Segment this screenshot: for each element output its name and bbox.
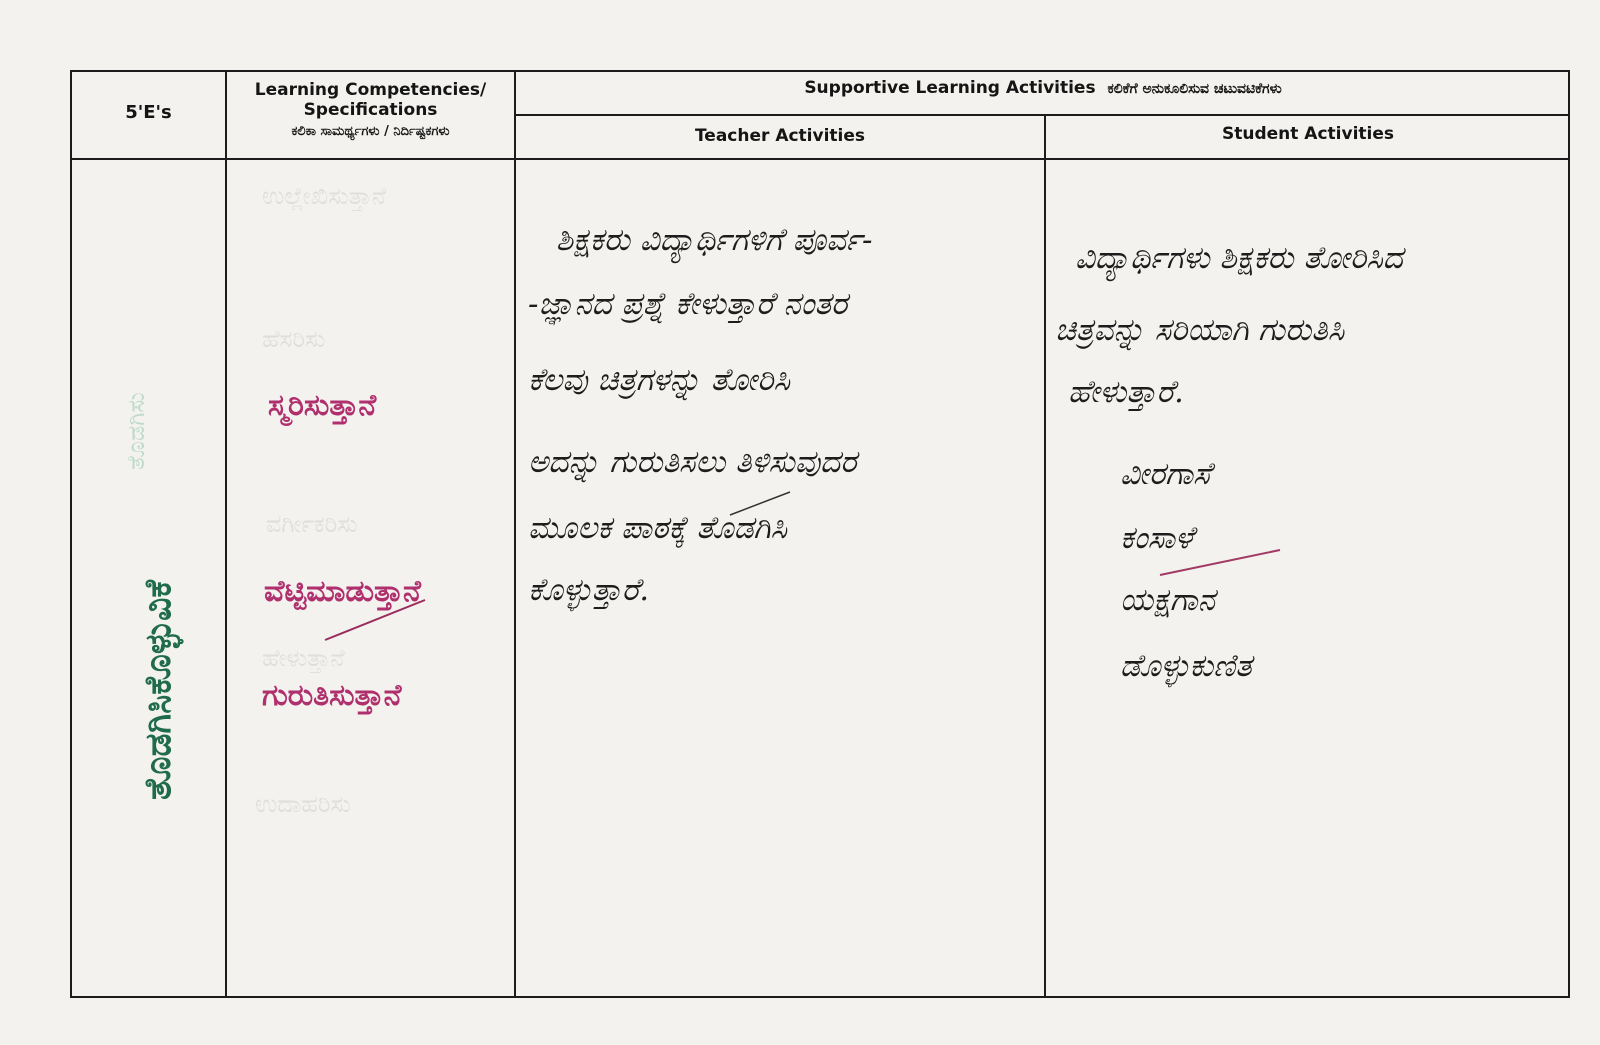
teacher-activity-line-5: ಮೂಲಕ ಪಾಠಕ್ಕೆ ತೊಡಗಿಸಿ	[528, 510, 787, 546]
competency-recalls: ಸ್ಮರಿಸುತ್ತಾನೆ	[268, 388, 377, 423]
teacher-activity-line-2: -ಜ್ಞಾನದ ಪ್ರಶ್ನೆ ಕೇಳುತ್ತಾರೆ ನಂತರ	[528, 286, 848, 322]
art-form-item-3: ಯಕ್ಷಗಾನ	[1120, 582, 1215, 618]
student-activity-line-1: ವಿದ್ಯಾರ್ಥಿಗಳು ಶಿಕ್ಷಕರು ತೋರಿಸಿದ	[1075, 240, 1403, 276]
competency-differentiates: ವೆಟ್ಟಿಮಾಡುತ್ತಾನೆ	[264, 574, 421, 609]
header-teacher-activities: Teacher Activities	[694, 126, 866, 146]
header-supportive-activities: Supportive Learning Activities ಕಲಿಕೆಗೆ ಅನುಕೂಲಿಸುವ ಚಟುವಟಿಕೆಗಳು	[804, 78, 1282, 98]
faded-competency-2: ಹೆಸರಿಸು	[262, 325, 326, 353]
teacher-activity-line-1: ಶಿಕ್ಷಕರು ವಿದ್ಯಾರ್ಥಿಗಳಿಗೆ ಪೂರ್ವ-	[556, 222, 873, 258]
header-learning-competencies: Learning Competencies/ Specifications ಕಲಿಕಾ ಸಾಮರ್ಥ್ಯಗಳು / ನಿರ್ದಿಷ್ಟಕಗಳು	[254, 80, 487, 139]
teacher-activity-line-6: ಕೊಳ್ಳುತ್ತಾರೆ.	[528, 572, 650, 608]
stage-name-vertical: ತೊಡಗಿಸಿಕೊಳ್ಳುವಿಕೆ	[138, 580, 179, 800]
student-activity-line-2: ಚಿತ್ರವನ್ನು ಸರಿಯಾಗಿ ಗುರುತಿಸಿ	[1055, 312, 1345, 348]
art-form-item-4: ಡೊಳ್ಳುಕುಣಿತ	[1120, 648, 1252, 684]
art-form-item-2: ಕಂಸಾಳೆ	[1120, 520, 1194, 556]
faded-competency-1: ಉಲ್ಲೇಖಿಸುತ್ತಾನೆ	[262, 182, 387, 210]
teacher-activity-line-4: ಅದನ್ನು ಗುರುತಿಸಲು ತಿಳಿಸುವುದರ	[528, 444, 857, 480]
competency-identifies: ಗುರುತಿಸುತ್ತಾನೆ	[262, 678, 402, 713]
faded-competency-5: ಉದಾಹರಿಸು	[255, 790, 351, 818]
stage-name-faded: ತೊಡಗಿಸು	[122, 392, 150, 470]
student-activity-line-3: ಹೇಳುತ್ತಾರೆ.	[1068, 374, 1184, 410]
header-5es: 5'E's	[125, 102, 172, 123]
header-student-activities: Student Activities	[1221, 124, 1395, 144]
teacher-activity-line-3: ಕೆಲವು ಚಿತ್ರಗಳನ್ನು ತೋರಿಸಿ	[528, 362, 790, 398]
art-form-item-1: ವೀರಗಾಸೆ	[1120, 456, 1211, 492]
faded-competency-3: ವರ್ಗೀಕರಿಸು	[266, 510, 358, 538]
faded-competency-4: ಹೇಳುತ್ತಾನೆ	[262, 644, 345, 672]
